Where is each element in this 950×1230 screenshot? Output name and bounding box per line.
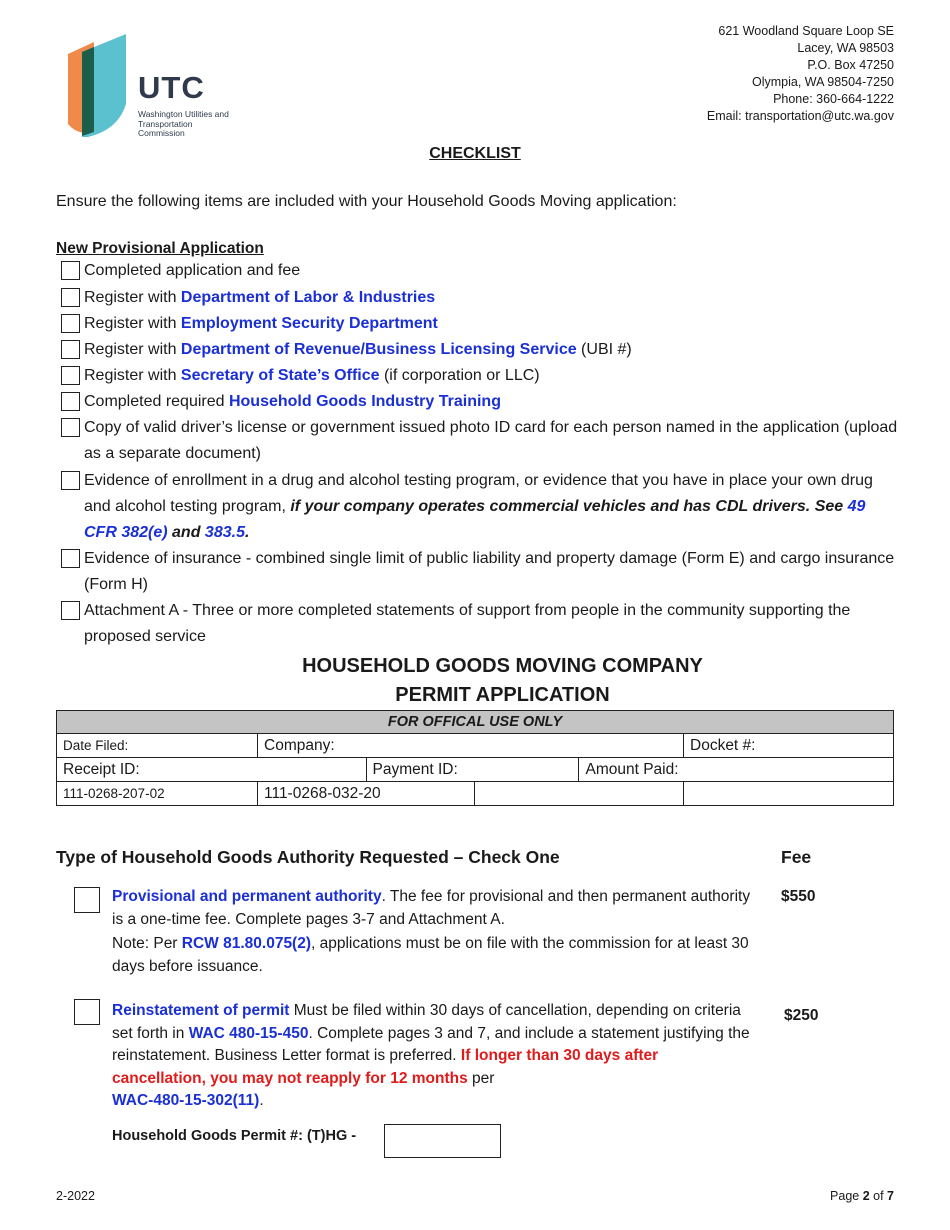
official-use-table (56, 710, 894, 806)
docket-cell: Docket #: (684, 734, 894, 758)
checkbox[interactable] (61, 288, 80, 307)
provisional-authority-text: Provisional and permanent authority. The fee for provisional and then permanent authority is a one-time fee. Complete pages 3-7 and Attachment A. (112, 888, 751, 928)
permit-number-label: Household Goods Permit #: (T)HG - (112, 1128, 357, 1144)
checklist-item: Copy of valid driver’s license or government issued photo ID card for each person named in the application (upload as a separate document) (60, 415, 900, 467)
utc-logo (62, 32, 232, 142)
secretary-of-state-link[interactable]: Secretary of State’s Office (180, 367, 380, 384)
provisional-authority-note: Note: Per RCW 81.80.075(2), applications must be on file with the commission for at least 30 days before issuance. (112, 935, 749, 975)
reinstatement-link[interactable]: Reinstatement of permit (112, 1002, 290, 1019)
company-cell: Company: (258, 734, 684, 758)
reinstatement-fee: $250 (784, 1007, 819, 1024)
date-filed-cell: Date Filed: (57, 734, 258, 758)
phone-line: Phone: 360-664-1222 (773, 92, 894, 106)
provisional-fee: $550 (781, 888, 816, 905)
checklist-item: Completed required Household Goods Industry Training (60, 389, 900, 415)
checkbox[interactable] (61, 549, 80, 568)
checklist-item: Evidence of insurance - combined single limit of public liability and property damage (Form E) and cargo insurance (Form H) (60, 546, 900, 598)
labor-industries-link[interactable]: Department of Labor & Industries (180, 289, 436, 306)
checkbox[interactable] (61, 366, 80, 385)
wac-450-link[interactable]: WAC 480-15-450 (188, 1024, 309, 1042)
address-block (707, 23, 894, 125)
revision-date: 2-2022 (56, 1189, 95, 1203)
checkbox[interactable] (61, 340, 80, 359)
provisional-authority-checkbox[interactable] (74, 887, 100, 913)
checklist-item: Evidence of enrollment in a drug and alcohol testing program, or evidence that you have in place your own drug and alcohol testing program, if your company operates commercial vehicles and has CDL drivers. See 49 CFR 382(e) and 383.5. (60, 468, 900, 546)
revenue-licensing-link[interactable]: Department of Revenue/Business Licensing Service (180, 341, 577, 358)
checklist-title: CHECKLIST (429, 145, 521, 162)
value-cell: 111-0268-207-02 (57, 782, 258, 806)
checkbox[interactable] (61, 418, 80, 437)
reinstatement-text: Reinstatement of permit Must be filed within 30 days of cancellation, depending on criteria set forth in WAC 480-15-450. Complete pages 3 and 7, and include a statement justifying the reinstatement. Business Letter format is preferred. If longer than 30 days after cancellation, you may not reapply for 12 months per WAC-480-15-302(11). (112, 1002, 750, 1109)
checkbox[interactable] (61, 314, 80, 333)
reinstatement-checkbox[interactable] (74, 999, 100, 1025)
checkbox[interactable] (61, 392, 80, 411)
logo-name: UTC (138, 70, 205, 105)
empty-cell (475, 782, 684, 806)
wac-302-link[interactable]: WAC-480-15-302(11) (112, 1092, 260, 1109)
employment-security-link[interactable]: Employment Security Department (180, 315, 438, 332)
address-line: Lacey, WA 98503 (797, 41, 894, 55)
checklist-item: Register with Secretary of State’s Office (if corporation or LLC) (60, 363, 900, 389)
reapply-warning: If longer than 30 days after cancellation, you may not reapply for 12 months (112, 1047, 659, 1087)
receipt-id-cell: Receipt ID: (57, 758, 367, 782)
checklist-item: Completed application and fee (60, 258, 900, 284)
page-number: Page 2 of 7 (830, 1189, 894, 1203)
cfr-382-link[interactable]: 49 CFR 382(e) (84, 498, 866, 541)
checkbox[interactable] (61, 261, 80, 280)
provisional-authority-link[interactable]: Provisional and permanent authority (112, 888, 382, 905)
email-line: Email: transportation@utc.wa.gov (706, 109, 894, 123)
permit-number-input[interactable] (384, 1124, 501, 1158)
checklist-item: Attachment A - Three or more completed statements of support from people in the community supporting the proposed service (60, 598, 900, 650)
checklist-item: Register with Department of Labor & Industries (60, 285, 900, 311)
authority-type-title: Type of Household Goods Authority Requested – Check One (56, 847, 560, 867)
checklist-item: Register with Department of Revenue/Business Licensing Service (UBI #) (60, 337, 900, 363)
checklist-item: Register with Employment Security Department (60, 311, 900, 337)
payment-id-cell: Payment ID: (366, 758, 579, 782)
industry-training-link[interactable]: Household Goods Industry Training (228, 393, 501, 410)
checklist-intro: Ensure the following items are included with your Household Goods Moving application: (56, 193, 677, 210)
address-line: Olympia, WA 98504-7250 (752, 75, 894, 89)
table-header: FOR OFFICAL USE ONLY (57, 711, 894, 734)
fee-header: Fee (781, 847, 812, 867)
value-cell: 111-0268-032-20 (258, 782, 475, 806)
utc-logo-mark (62, 32, 132, 140)
empty-cell (684, 782, 894, 806)
section-title: New Provisional Application (56, 240, 264, 257)
logo-subtitle: Washington Utilities and Transportation Commission (138, 109, 229, 138)
checkbox[interactable] (61, 601, 80, 620)
address-line: P.O. Box 47250 (807, 58, 894, 72)
rcw-link[interactable]: RCW 81.80.075(2) (181, 935, 312, 952)
amount-paid-cell: Amount Paid: (579, 758, 894, 782)
application-title: HOUSEHOLD GOODS MOVING COMPANY PERMIT APPLICATION (302, 655, 703, 706)
cfr-383-link[interactable]: 383.5 (204, 524, 245, 541)
address-line: 621 Woodland Square Loop SE (718, 24, 894, 38)
checkbox[interactable] (61, 471, 80, 490)
